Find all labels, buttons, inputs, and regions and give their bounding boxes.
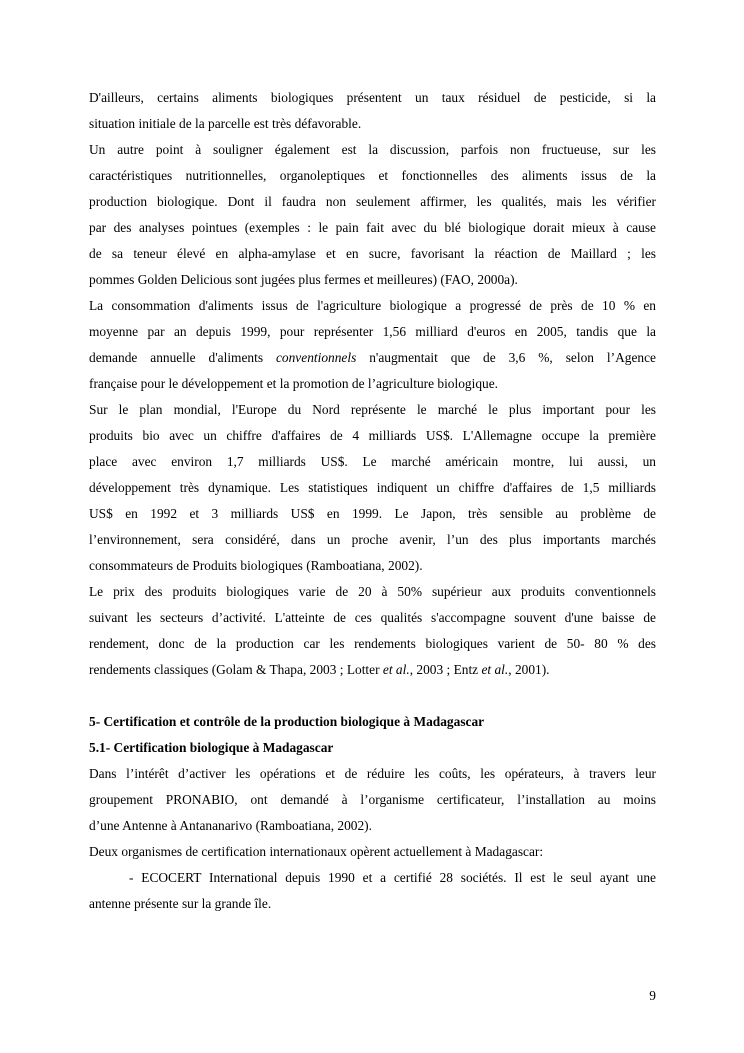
section-heading: 5- Certification et contrôle de la production biologique à Madagascar (89, 714, 485, 729)
italic-term: et al. (382, 662, 410, 677)
paragraph-prices (89, 579, 656, 683)
text-line: Le prix des produits biologiques varie de 20 à 50% supérieur aux produits conventionnels (89, 584, 656, 599)
text-line: groupement PRONABIO, ont demandé à l’organisme certificateur, l’installation au moins (89, 792, 656, 807)
text-line: moyenne par an depuis 1999, pour représenter 1,56 milliard d'euros en 2005, tandis que la (89, 324, 656, 339)
text-line: antenne présente sur la grande île. (89, 896, 272, 911)
text-line: pommes Golden Delicious sont jugées plus fermes et meilleures) (FAO, 2000a). (89, 272, 518, 287)
text-line: consommateurs de Produits biologiques (Ramboatiana, 2002). (89, 558, 423, 573)
text-line: caractéristiques nutritionnelles, organoleptiques et fonctionnelles des aliments issus de la (89, 168, 656, 183)
text-line: de sa teneur élevé en alpha-amylase et en sucre, favorisant la réaction de Maillard ; les (89, 246, 656, 261)
paragraph-pesticide (89, 85, 656, 137)
paragraph-world-market (89, 397, 656, 579)
document-body (89, 85, 656, 917)
text-line: production biologique. Dont il faudra non seulement affirmer, les qualités, mais les vérifier (89, 194, 656, 209)
subsection-heading: 5.1- Certification biologique à Madagascar (89, 740, 334, 755)
text-line (89, 657, 656, 683)
text-line (89, 345, 656, 371)
text-line: suivant les secteurs d’activité. L'atteinte de ces qualités s'accompagne souvent d'une baisse de (89, 610, 656, 625)
text-line: d’une Antenne à Antananarivo (Ramboatiana, 2002). (89, 818, 372, 833)
list-item-ecocert (89, 865, 656, 917)
text-line: situation initiale de la parcelle est très défavorable. (89, 116, 362, 131)
text-line: par des analyses pointues (exemples : le pain fait avec du blé biologique dorait mieux à cause (89, 220, 656, 235)
italic-term: et al. (481, 662, 509, 677)
text-line: Sur le plan mondial, l'Europe du Nord représente le marché le plus important pour les (89, 402, 656, 417)
paragraph-nutritional-characteristics (89, 137, 656, 293)
text-line: produits bio avec un chiffre d'affaires de 4 milliards US$. L'Allemagne occupe la première (89, 428, 656, 443)
text-line: - ECOCERT International depuis 1990 et a certifié 28 sociétés. Il est le seul ayant une (129, 870, 656, 885)
text-run: demande annuelle d'aliments (89, 350, 276, 365)
text-line: rendement, donc de la production car les rendements biologiques varient de 50- 80 % des (89, 636, 656, 651)
text-line: D'ailleurs, certains aliments biologiques présentent un taux résiduel de pesticide, si la (89, 90, 656, 105)
text-run: , 2003 ; Entz (409, 662, 482, 677)
text-line: l’environnement, sera considéré, dans un proche avenir, l’un des plus importants marchés (89, 532, 656, 547)
text-line: La consommation d'aliments issus de l'agriculture biologique a progressé de près de 10 % en (89, 298, 656, 313)
paragraph-certifiers (89, 839, 656, 865)
text-line: place avec environ 1,7 milliards US$. Le marché américain montre, lui aussi, un (89, 454, 656, 469)
text-run: rendements classiques (Golam & Thapa, 2003 ; Lotter (89, 662, 383, 677)
page-number: 9 (649, 988, 656, 1003)
text-run: , 2001). (508, 662, 550, 677)
text-run: n'augmentait que de 3,6 %, selon l’Agence (356, 350, 656, 365)
paragraph-spacer (89, 683, 656, 709)
text-line: Un autre point à souligner également est la discussion, parfois non fructueuse, sur les (89, 142, 656, 157)
text-line: française pour le développement et la promotion de l’agriculture biologique. (89, 376, 499, 391)
italic-term: conventionnels (275, 350, 357, 365)
paragraph-consumption (89, 293, 656, 397)
paragraph-antenna-request (89, 761, 656, 839)
text-line: développement très dynamique. Les statistiques indiquent un chiffre d'affaires de 1,5 milliards (89, 480, 656, 495)
text-line: US$ en 1992 et 3 milliards US$ en 1999. Le Japon, très sensible au problème de (89, 506, 656, 521)
text-line: Deux organismes de certification internationaux opèrent actuellement à Madagascar: (89, 844, 544, 859)
text-line: Dans l’intérêt d’activer les opérations et de réduire les coûts, les opérateurs, à travers leur (89, 766, 656, 781)
